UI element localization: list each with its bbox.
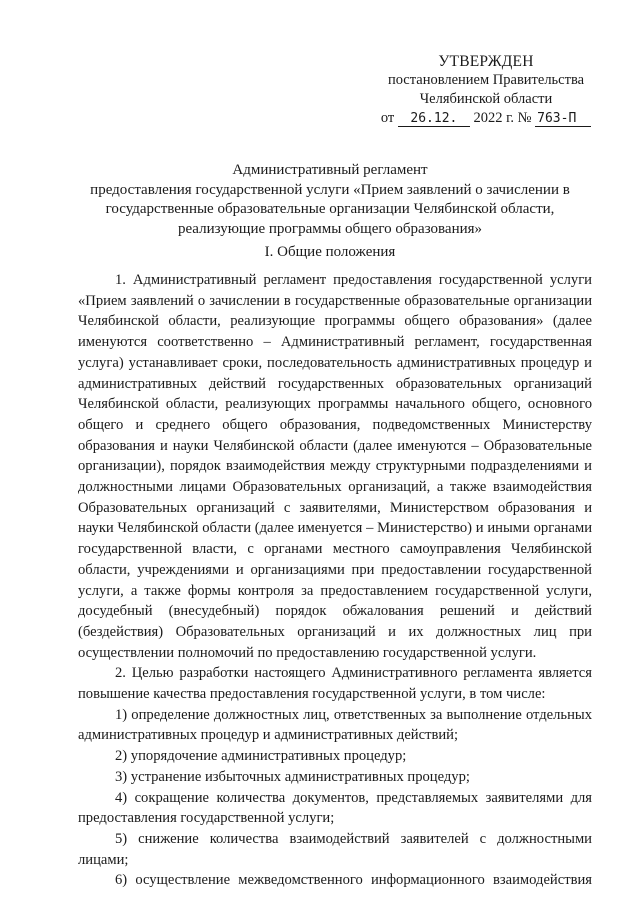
paragraph: 1. Административный регламент предоставления государственной услуги «Прием заявлений о зачислении в государственные образовательные организации Челябинской области, реализующие программы общего образования» (далее именуются соответственно – Административный регламент, государственная услуга) устанавливает сроки, последовательность административных процедур и административных действий государственных образовательных организаций Челябинской области, реализующих программы начального общего, основного общего и среднего общего образования, подведомственных Министерству образования и науки Челябинской области (далее именуются – Образовательные организации), порядок взаимодействия между структурными подразделениями и должностными лицами Образовательных организаций, а также взаимодействия Образовательных организаций с заявителями, Министерством образования и науки Челябинской области (далее именуется – Министерство) и иными органами государственной власти, с органами местного самоуправления Челябинской области, учреждениями и организациями при предоставлении государственной услуги, а также формы контроля за предоставлением государственной услуги, досудебный (внесудебный) порядок обжалования решений и действий (бездействия) Образовательных организаций и их должностных лиц при осуществлении полномочий по предоставлению государственной услуги. <box>78 272 592 661</box>
title-line-4: реализующие программы общего образования» <box>177 220 483 237</box>
paragraph: 2. Целью разработки настоящего Административного регламента является повышение качества предоставления государственной услуги, в том числе: <box>78 665 592 703</box>
document-title <box>70 161 590 239</box>
title-line-2: предоставления государственной услуги «Прием заявлений о зачислении в <box>90 181 570 198</box>
list-item: 6) осуществление межведомственного информационного взаимодействия <box>115 872 592 889</box>
approval-stamp <box>378 52 594 128</box>
approval-heading: УТВЕРЖДЕН <box>438 53 534 70</box>
date-prefix: от <box>380 110 395 126</box>
list-item: 3) устранение избыточных административных процедур; <box>115 768 470 785</box>
title-line-1: Административный регламент <box>232 162 428 178</box>
list-item: 4) сокращение количества документов, представляемых заявителями для предоставления государственной услуги; <box>78 789 592 827</box>
list-item: 5) снижение количества взаимодействий заявителей с должностными лицами; <box>78 830 592 868</box>
approval-line-1: постановлением Правительства <box>387 72 585 88</box>
document-body <box>78 270 592 891</box>
list-item: 2) упорядочение административных процедур; <box>115 748 407 765</box>
date-field: 26.12. <box>398 111 470 127</box>
title-line-3: государственные образовательные организации Челябинской области, <box>105 201 555 217</box>
list-item: 1) определение должностных лиц, ответственных за выполнение отдельных административных процедур и административных действий; <box>78 706 592 744</box>
section-heading: I. Общие положения <box>264 244 396 260</box>
number-field: 763-П <box>535 111 591 127</box>
approval-line-2: Челябинской области <box>419 91 553 107</box>
year-text: 2022 г. № <box>473 110 532 126</box>
approval-date-line <box>378 109 594 128</box>
